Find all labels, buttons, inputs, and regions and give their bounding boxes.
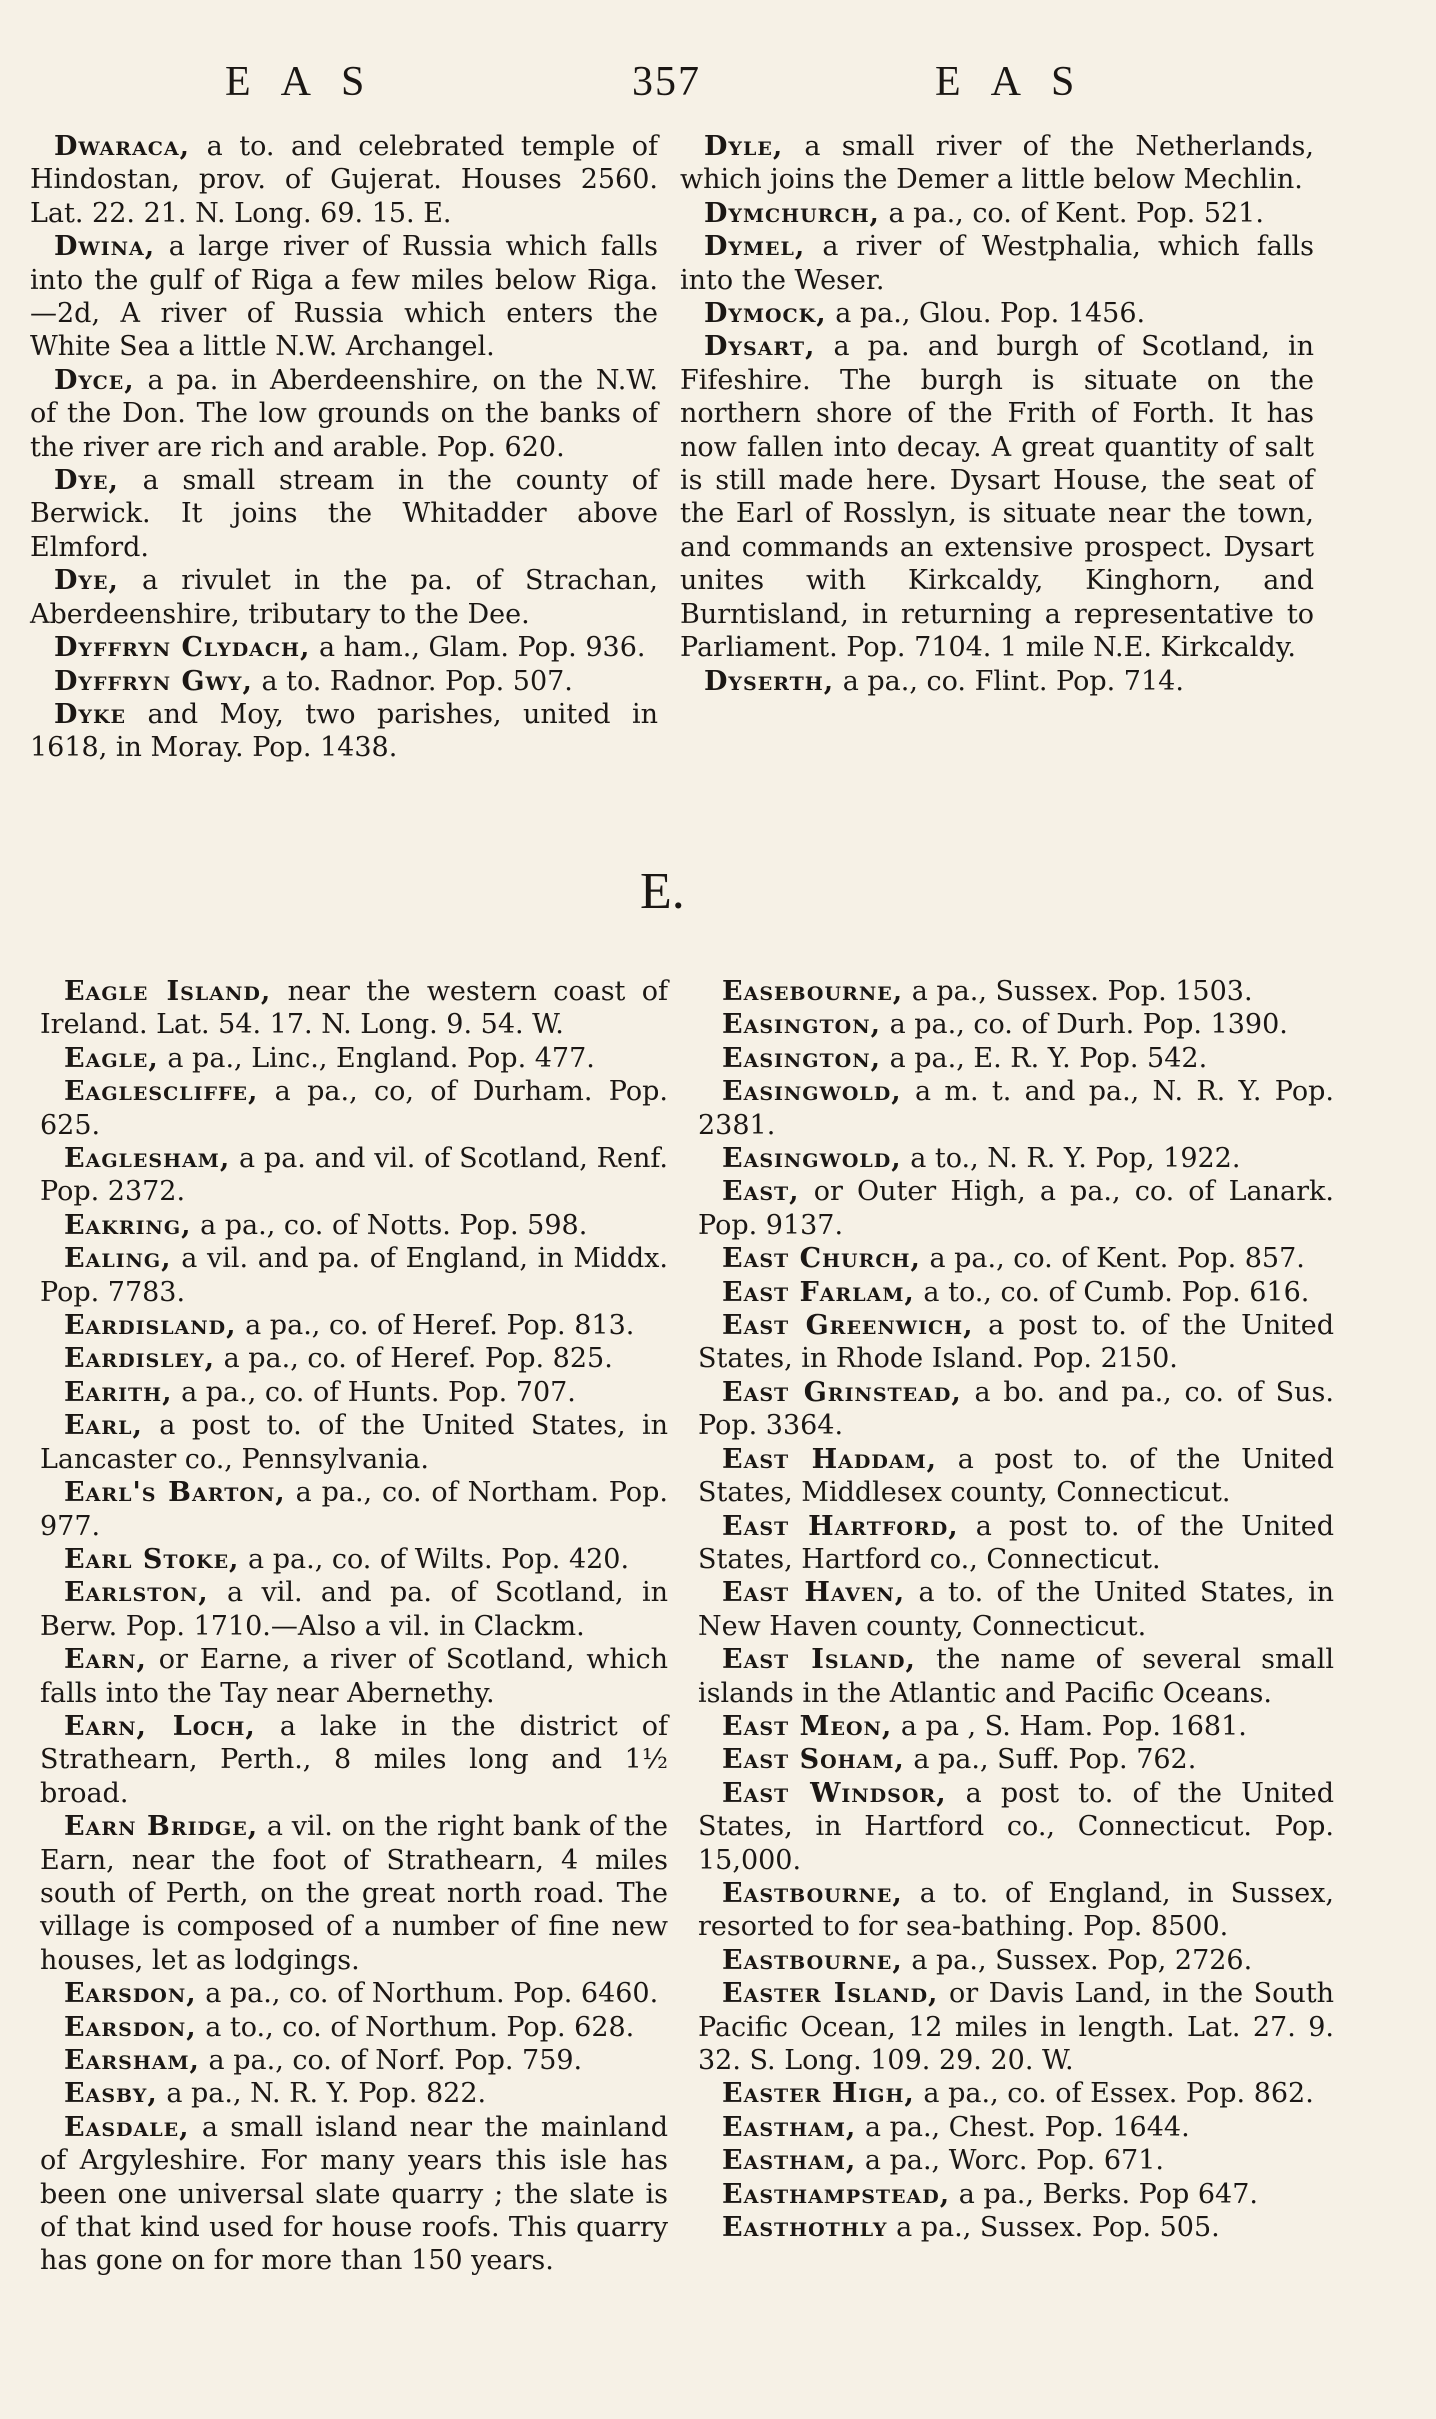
entry-headword: Eaglescliffe, xyxy=(64,1076,259,1108)
entry-headword: Eakring, xyxy=(64,1209,192,1241)
entry-headword: Dye, xyxy=(54,565,119,597)
entry-headword: Easington, xyxy=(722,1042,881,1074)
entry-headword: Dyce, xyxy=(54,364,135,396)
entry-headword: Eagle, xyxy=(64,1042,159,1074)
entry-headword: Earith, xyxy=(64,1376,173,1408)
entry-text: a pa., Worc. Pop. 671. xyxy=(856,2145,1164,2177)
entry-headword: East Soham, xyxy=(722,1744,905,1776)
entry-text: a pa., N. R. Y. Pop. 822. xyxy=(157,2078,487,2110)
entry-text: or Outer High, a pa., co. of Lanark. Pop. 9137. xyxy=(698,1176,1334,1241)
entry-text: a to. of England, in Sussex, resorted to for sea-bathing. Pop. 8500. xyxy=(698,1877,1334,1943)
entry-headword: East Greenwich, xyxy=(722,1310,974,1342)
entry-text: a to., N. R. Y. Pop, 1922. xyxy=(901,1143,1241,1175)
gazetteer-entry xyxy=(698,1576,1334,1643)
entry-text: a bo. and pa., co. of Sus. Pop. 3364. xyxy=(698,1376,1334,1442)
gazetteer-entry xyxy=(698,1777,1334,1877)
entry-headword: East Windsor, xyxy=(722,1777,947,1809)
gazetteer-entry xyxy=(680,665,1314,698)
gazetteer-entry xyxy=(698,975,1334,1008)
entry-headword: Earlston, xyxy=(64,1577,209,1609)
entry-text: a pa., Linc., England. Pop. 477. xyxy=(158,1042,595,1074)
gazetteer-entry xyxy=(698,1175,1334,1242)
entry-headword: Dyke xyxy=(54,698,126,730)
gazetteer-entry xyxy=(40,1643,668,1710)
entry-text: a pa., co. of Norf. Pop. 759. xyxy=(199,2045,583,2076)
gazetteer-entry xyxy=(40,2011,668,2044)
entry-text: a pa., Sussex. Pop. 1503. xyxy=(903,976,1253,1007)
gazetteer-entry xyxy=(40,1409,668,1476)
entry-headword: Eagle Island, xyxy=(64,976,272,1007)
running-head-right: EAS xyxy=(935,59,1105,105)
entry-text: a pa., co. of Heref. Pop. 813. xyxy=(236,1310,635,1342)
entry-headword: East, xyxy=(722,1176,800,1208)
gazetteer-entry xyxy=(698,1075,1334,1142)
entry-text: a pa , S. Ham. Pop. 1681. xyxy=(892,1710,1247,1742)
entry-headword: Eastbourne, xyxy=(722,1944,903,1976)
entry-headword: Dyle, xyxy=(704,131,784,162)
entry-text: a pa., co. of Kent. Pop. 521. xyxy=(879,197,1264,229)
entry-headword: Eaglesham, xyxy=(64,1143,231,1175)
entry-text: the name of several small islands in the Atlantic and Pacific Oceans. xyxy=(698,1644,1334,1709)
entry-text: a vil. and pa. of England, in Middx. Pop. 7783. xyxy=(40,1243,668,1308)
gazetteer-entry xyxy=(698,1142,1334,1175)
entry-headword: East Church, xyxy=(722,1243,921,1275)
entry-text: a to. of the United States, in New Haven county, Connecticut. xyxy=(698,1577,1334,1642)
entry-headword: Dwina, xyxy=(54,231,156,263)
gazetteer-entry xyxy=(30,665,658,698)
gazetteer-entry xyxy=(30,631,658,664)
entry-headword: Easter High, xyxy=(722,2078,915,2110)
gazetteer-entry xyxy=(698,1643,1334,1710)
entry-text: a to. Radnor. Pop. 507. xyxy=(252,665,573,697)
gazetteer-entry xyxy=(40,2044,668,2077)
entry-text: a small river of the Netherlands, which joins the Demer a little below Mechlin. xyxy=(680,131,1314,196)
entry-text: a pa., co. of Kent. Pop. 857. xyxy=(920,1243,1305,1275)
entry-headword: Easebourne, xyxy=(722,976,904,1007)
entry-headword: Earn, Loch, xyxy=(64,1710,256,1742)
gazetteer-entry xyxy=(30,564,658,631)
gazetteer-entry xyxy=(698,1877,1334,1944)
entry-text: a pa. and burgh of Scotland, in Fifeshire. The burgh is situate on the northern shore of the Frith of Forth. It has now fallen into decay. A great quantity of salt is still made here. Dysart House, the seat of the Earl of Rosslyn, is situate near the town, and commands an extensive prospect. Dysart unites with Kirkcaldy, Kinghorn, and Burntisland, in returning a representative to Parliament. Pop. 7104. 1 mile N.E. Kirkcaldy. xyxy=(680,331,1314,664)
entry-text: a ham., Glam. Pop. 936. xyxy=(310,632,646,664)
entry-headword: Dyffryn Gwy, xyxy=(54,665,253,697)
entry-headword: Earsdon, xyxy=(64,2011,197,2043)
gazetteer-entry xyxy=(40,1810,668,1977)
entry-headword: Dwaraca, xyxy=(54,131,191,162)
gazetteer-entry xyxy=(698,1710,1334,1743)
entry-text: a pa., co. Flint. Pop. 714. xyxy=(834,665,1184,697)
entry-text: a vil. and pa. of Scotland, in Berw. Pop. 1710.—Also a vil. in Clackm. xyxy=(40,1577,668,1642)
gazetteer-entry xyxy=(698,1510,1334,1577)
entry-headword: East Haven, xyxy=(722,1577,906,1609)
running-head-left: EAS xyxy=(225,59,395,105)
gazetteer-entry xyxy=(698,1743,1334,1776)
entry-text: a pa., co. of Northam. Pop. 977. xyxy=(40,1477,669,1542)
column-top-left xyxy=(30,130,658,765)
entry-text: a to., co. of Northum. Pop. 628. xyxy=(196,2011,635,2043)
entry-headword: Dymel, xyxy=(704,231,806,263)
gazetteer-entry xyxy=(698,1443,1334,1510)
entry-text: a pa., Sussex. Pop, 2726. xyxy=(902,1944,1253,1976)
gazetteer-entry xyxy=(40,1209,668,1242)
gazetteer-entry xyxy=(698,1376,1334,1443)
entry-text: a pa., co. of Heref. Pop. 825. xyxy=(215,1343,613,1375)
entry-text: or Davis Land, in the South Pacific Ocean, 12 miles in length. Lat. 27. 9. 32. S. Long. 109. 29. 20. W. xyxy=(698,1978,1334,2076)
entry-headword: East Meon, xyxy=(722,1710,893,1742)
gazetteer-entry xyxy=(698,1944,1334,1977)
entry-headword: Dysart, xyxy=(704,331,816,363)
entry-headword: Earsdon, xyxy=(64,1978,197,2010)
gazetteer-entry xyxy=(698,1977,1334,2077)
gazetteer-entry xyxy=(40,1142,668,1209)
entry-headword: Earl's Barton, xyxy=(64,1477,286,1509)
gazetteer-entry xyxy=(698,1309,1334,1376)
gazetteer-entry xyxy=(698,1276,1334,1309)
entry-text: and Moy, two parishes, united in 1618, in Moray. Pop. 1438. xyxy=(30,698,658,764)
entry-text: a pa., co. of Notts. Pop. 598. xyxy=(191,1209,588,1241)
gazetteer-entry xyxy=(698,2111,1334,2144)
entry-text: a pa., co. of Wilts. Pop. 420. xyxy=(239,1543,630,1575)
gazetteer-entry xyxy=(680,330,1314,664)
entry-headword: Dye, xyxy=(54,465,119,497)
entry-text: a small island near the mainland of Argyleshire. For many years this isle has been one universal slate quarry ; the slate is of that kind used for house roofs. This quarry has gone on for more than 150 years. xyxy=(40,2111,668,2277)
entry-text: a pa. and vil. of Scotland, Renf. Pop. 2372. xyxy=(40,1143,668,1208)
entry-text: a river of Westphalia, which falls into the Weser. xyxy=(680,231,1314,296)
gazetteer-entry xyxy=(698,2178,1334,2211)
entry-text: a post to. of the United States, in Lancaster co., Pennsylvania. xyxy=(40,1410,668,1475)
entry-text: a m. t. and pa., N. R. Y. Pop. 2381. xyxy=(698,1076,1334,1141)
entry-headword: Ealing, xyxy=(64,1243,172,1275)
section-letter: E. xyxy=(640,863,685,920)
entry-text: or Earne, a river of Scotland, which falls into the Tay near Abernethy. xyxy=(40,1644,668,1709)
entry-text: a vil. on the right bank of the Earn, near the foot of Strathearn, 4 miles south of Perth, on the great north road. The village is composed of a number of fine new houses, let as lodgings. xyxy=(40,1811,669,1976)
entry-headword: Easingwold, xyxy=(722,1076,902,1108)
entry-text: a pa., co. of Hunts. Pop. 707. xyxy=(172,1376,576,1408)
entry-headword: Eastham, xyxy=(722,2111,857,2143)
gazetteer-entry xyxy=(698,2211,1334,2244)
gazetteer-entry xyxy=(40,1977,668,2010)
gazetteer-entry xyxy=(40,2077,668,2110)
gazetteer-entry xyxy=(40,2111,668,2278)
entry-headword: Easthothly xyxy=(722,2212,888,2244)
entry-headword: Earl, xyxy=(64,1410,143,1442)
entry-headword: East Island, xyxy=(722,1644,916,1676)
entry-headword: East Hartford, xyxy=(722,1510,959,1542)
entry-text: a rivulet in the pa. of Strachan, Aberdeenshire, tributary to the Dee. xyxy=(30,565,658,630)
gazetteer-entry xyxy=(40,1309,668,1342)
entry-headword: Eastbourne, xyxy=(722,1877,903,1909)
entry-headword: Earn Bridge, xyxy=(64,1811,259,1843)
entry-text: a lake in the district of Strathearn, Perth., 8 miles long and 1½ broad. xyxy=(40,1710,668,1809)
entry-headword: Eastham, xyxy=(722,2145,857,2177)
gazetteer-entry xyxy=(40,1075,668,1142)
gazetteer-entry xyxy=(680,297,1314,330)
entry-headword: Dyffryn Clydach, xyxy=(54,632,311,664)
entry-text: a post to. of the United States, in Rhode Island. Pop. 2150. xyxy=(698,1310,1334,1375)
entry-text: a pa., Berks. Pop 647. xyxy=(950,2178,1258,2210)
entry-text: a pa., E. R. Y. Pop. 542. xyxy=(880,1042,1208,1074)
page-number: 357 xyxy=(632,59,701,105)
entry-text: a pa., Chest. Pop. 1644. xyxy=(856,2111,1190,2143)
gazetteer-entry xyxy=(30,364,658,464)
entry-headword: Easthampstead, xyxy=(722,2178,951,2210)
column-bottom-right xyxy=(698,975,1334,2244)
gazetteer-entry xyxy=(40,1576,668,1643)
entry-headword: East Haddam, xyxy=(722,1443,938,1475)
entry-text: a pa., Suff. Pop. 762. xyxy=(904,1744,1197,1776)
entry-headword: Earsham, xyxy=(64,2045,200,2076)
gazetteer-entry xyxy=(30,698,658,765)
entry-headword: Earn, xyxy=(64,1644,147,1676)
entry-text: a pa., Glou. Pop. 1456. xyxy=(826,298,1146,330)
entry-headword: Easington, xyxy=(722,1009,881,1041)
gazetteer-entry xyxy=(680,230,1314,297)
gazetteer-entry xyxy=(680,130,1314,197)
gazetteer-entry xyxy=(698,1008,1334,1041)
gazetteer-entry xyxy=(30,130,658,230)
gazetteer-entry xyxy=(698,1242,1334,1275)
entry-text: a pa. in Aberdeenshire, on the N.W. of the Don. The low grounds on the banks of the river are rich and arable. Pop. 620. xyxy=(30,364,658,463)
entry-text: a small stream in the county of Berwick. It joins the Whitadder above Elmford. xyxy=(30,465,658,563)
entry-text: a post to. of the United States, in Hartford co., Connecticut. Pop. 15,000. xyxy=(698,1777,1334,1876)
gazetteer-entry xyxy=(40,975,668,1042)
gazetteer-entry xyxy=(40,1710,668,1810)
entry-text: a pa., co. of Northum. Pop. 6460. xyxy=(196,1978,659,2010)
column-bottom-left xyxy=(40,975,668,2278)
gazetteer-entry xyxy=(40,1476,668,1543)
entry-text: a pa., co, of Durham. Pop. 625. xyxy=(40,1076,668,1141)
entry-headword: Easingwold, xyxy=(722,1143,902,1175)
entry-headword: Dymock, xyxy=(704,298,827,330)
entry-text: a to. and celebrated temple of Hindostan, prov. of Gujerat. Houses 2560. Lat. 22. 21. N. Long. 69. 15. E. xyxy=(30,131,658,229)
entry-text: a pa., co. of Essex. Pop. 862. xyxy=(914,2078,1314,2110)
gazetteer-entry xyxy=(30,230,658,364)
gazetteer-entry xyxy=(40,1342,668,1375)
gazetteer-entry xyxy=(40,1543,668,1576)
entry-headword: Dyserth, xyxy=(704,665,835,697)
entry-text: near the western coast of Ireland. Lat. 54. 17. N. Long. 9. 54. W. xyxy=(40,976,668,1041)
gazetteer-entry xyxy=(40,1242,668,1309)
gazetteer-entry xyxy=(40,1376,668,1409)
entry-text: a large river of Russia which falls into the gulf of Riga a few miles below Riga. —2d, A river of Russia which enters the White Sea a little N.W. Archangel. xyxy=(30,231,658,363)
gazetteer-entry xyxy=(30,464,658,564)
entry-headword: East Grinstead, xyxy=(722,1376,962,1408)
entry-headword: East Farlam, xyxy=(722,1276,915,1308)
entry-text: a pa., co. of Durh. Pop. 1390. xyxy=(880,1009,1288,1041)
entry-headword: Earl Stoke, xyxy=(64,1543,240,1575)
entry-text: a to., co. of Cumb. Pop. 616. xyxy=(914,1276,1310,1308)
entry-headword: Eardisland, xyxy=(64,1310,237,1342)
gazetteer-entry xyxy=(680,197,1314,230)
entry-headword: Dymchurch, xyxy=(704,197,880,229)
gazetteer-entry xyxy=(698,2077,1334,2110)
gazetteer-entry xyxy=(698,2144,1334,2177)
entry-headword: Easdale, xyxy=(64,2111,190,2143)
gazetteer-entry xyxy=(40,1042,668,1075)
gazetteer-entry xyxy=(698,1042,1334,1075)
entry-headword: Easby, xyxy=(64,2078,158,2110)
entry-text: a post to. of the United States, Hartford co., Connecticut. xyxy=(698,1510,1334,1575)
entry-text: a pa., Sussex. Pop. 505. xyxy=(887,2212,1220,2244)
entry-headword: Eardisley, xyxy=(64,1343,216,1375)
entry-text: a post to. of the United States, Middlesex county, Connecticut. xyxy=(698,1443,1334,1509)
column-top-right xyxy=(680,130,1314,698)
entry-headword: Easter Island, xyxy=(722,1978,939,2010)
